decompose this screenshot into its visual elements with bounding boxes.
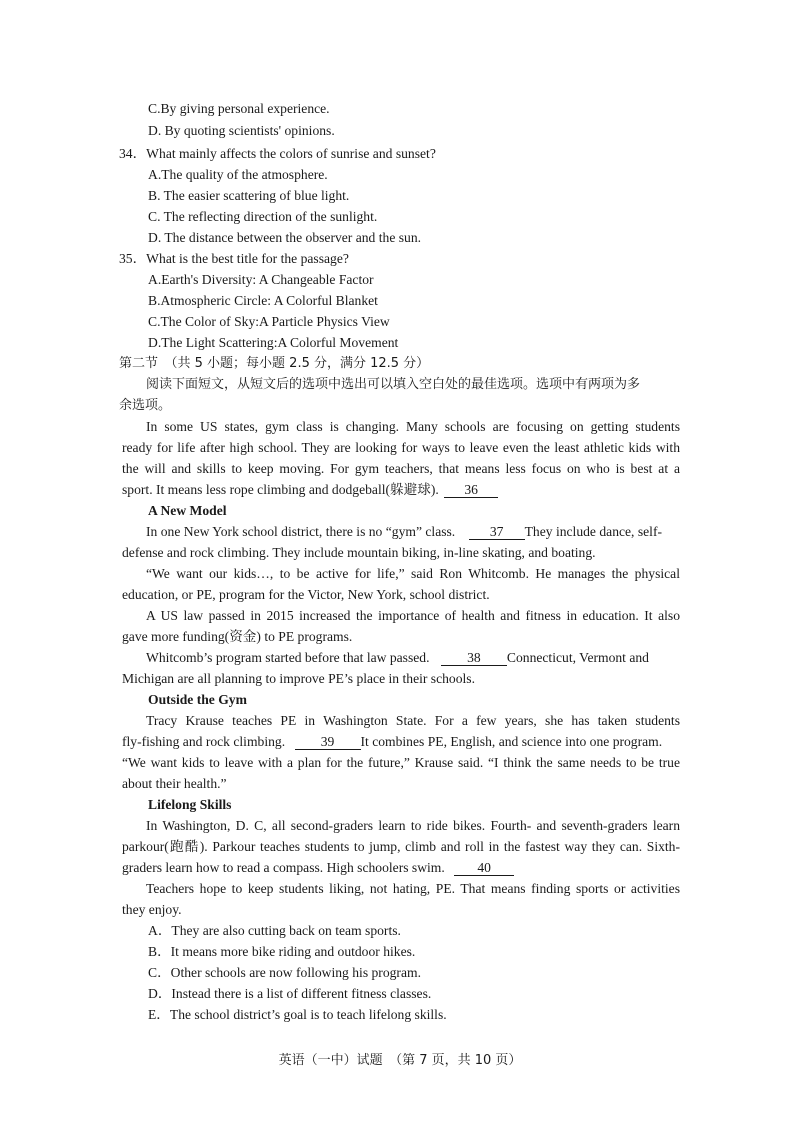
q33-option-c: C.By giving personal experience. xyxy=(148,101,330,116)
passage-p8-line-2: they enjoy. xyxy=(122,902,182,917)
passage-p2-line-2: defense and rock climbing. They include mountain biking, in-line skating, and boating. xyxy=(122,545,596,560)
passage-p3-line-2: education, or PE, program for the Victor, New York, school district. xyxy=(122,587,490,602)
passage-p6-line-2b: It combines PE, English, and science into one program. xyxy=(360,734,663,749)
heading-outside-the-gym: Outside the Gym xyxy=(148,692,247,707)
heading-lifelong-skills: Lifelong Skills xyxy=(148,797,232,812)
choice-b: B．It means more bike riding and outdoor hikes. xyxy=(148,944,416,959)
passage-p4-line-1: A US law passed in 2015 increased the importance of health and fitness in education. It also xyxy=(146,608,680,623)
passage-p5-line-1 xyxy=(146,649,649,667)
passage-p5-line-2: Michigan are all planning to improve PE’s place in their schools. xyxy=(122,671,475,686)
passage-p7-line-3-text: graders learn how to read a compass. High schoolers swim. xyxy=(122,860,445,875)
heading-a-new-model: A New Model xyxy=(148,503,227,518)
passage-p6-line-3: “We want kids to leave with a plan for the future,” Krause said. “I think the same needs to be true xyxy=(122,755,680,770)
passage-p6-line-2a: fly-fishing and rock climbing. xyxy=(122,734,286,749)
choice-e: E．The school district’s goal is to teach lifelong skills. xyxy=(148,1007,447,1022)
q34-option-c: C. The reflecting direction of the sunlight. xyxy=(148,209,378,224)
blank-36[interactable]: 36 xyxy=(444,482,498,498)
passage-p4-line-2: gave more funding(资金) to PE programs. xyxy=(122,629,353,644)
choice-a: A．They are also cutting back on team sports. xyxy=(148,923,401,938)
section-instructions-line-2: 余选项。 xyxy=(119,398,172,413)
passage-p2-line-1 xyxy=(146,523,662,541)
passage-p8-line-1: Teachers hope to keep students liking, not hating, PE. That means finding sports or activities xyxy=(146,881,680,896)
q35-option-a: A.Earth's Diversity: A Changeable Factor xyxy=(148,272,374,287)
section-title: 第二节 （共 5 小题；每小题 2.5 分，满分 12.5 分） xyxy=(119,356,430,371)
q34-option-a: A.The quality of the atmosphere. xyxy=(148,167,328,182)
choice-d: D．Instead there is a list of different fitness classes. xyxy=(148,986,432,1001)
blank-39[interactable]: 39 xyxy=(295,734,361,750)
q35-option-b: B.Atmospheric Circle: A Colorful Blanket xyxy=(148,293,378,308)
passage-p1-line-4-text: sport. It means less rope climbing and dodgeball(躲避球). xyxy=(122,482,439,497)
q35-option-d: D.The Light Scattering:A Colorful Movement xyxy=(148,335,399,350)
passage-p1-line-3: the will and skills to keep moving. For gym teachers, that means less focus on who is best at a xyxy=(122,461,680,476)
q34-stem: 34．What mainly affects the colors of sunrise and sunset? xyxy=(119,146,436,161)
q33-option-d: D. By quoting scientists' opinions. xyxy=(148,123,335,138)
page-footer: 英语（一中）试题 （第 7 页，共 10 页） xyxy=(278,1053,522,1068)
choice-c: C．Other schools are now following his program. xyxy=(148,965,421,980)
passage-p5-line-1a: Whitcomb’s program started before that law passed. xyxy=(146,650,430,665)
passage-p7-line-2: parkour(跑酷). Parkour teaches students to jump, climb and roll in the fastest way they can. Sixth- xyxy=(122,839,680,854)
q34-option-d: D. The distance between the observer and the sun. xyxy=(148,230,422,245)
passage-p6-line-2 xyxy=(122,733,662,751)
passage-p2-line-1b: They include dance, self- xyxy=(524,524,663,539)
passage-p6-line-1: Tracy Krause teaches PE in Washington State. For a few years, she has taken students xyxy=(146,713,680,728)
q35-stem: 35．What is the best title for the passage? xyxy=(119,251,349,266)
passage-p6-line-4: about their health.” xyxy=(122,776,227,791)
passage-p1-line-2: ready for life after high school. They are looking for ways to leave even the least athletic kids with xyxy=(122,440,680,455)
blank-37[interactable]: 37 xyxy=(469,524,525,540)
passage-p2-line-1a: In one New York school district, there is no “gym” class. xyxy=(146,524,456,539)
passage-p1-line-4 xyxy=(122,481,498,499)
passage-p1-line-1: In some US states, gym class is changing. Many schools are focusing on getting students xyxy=(146,419,680,434)
passage-p3-line-1: “We want our kids…, to be active for life,” said Ron Whitcomb. He manages the physical xyxy=(146,566,680,581)
passage-p7-line-1: In Washington, D. C, all second-graders learn to ride bikes. Fourth- and seventh-graders learn xyxy=(146,818,680,833)
passage-p7-line-3 xyxy=(122,859,514,877)
section-instructions-line-1: 阅读下面短文，从短文后的选项中选出可以填入空白处的最佳选项。选项中有两项为多 xyxy=(146,377,641,392)
passage-p5-line-1b: Connecticut, Vermont and xyxy=(506,650,649,665)
q35-option-c: C.The Color of Sky:A Particle Physics View xyxy=(148,314,390,329)
blank-40[interactable]: 40 xyxy=(454,860,514,876)
blank-38[interactable]: 38 xyxy=(441,650,507,666)
q34-option-b: B. The easier scattering of blue light. xyxy=(148,188,350,203)
